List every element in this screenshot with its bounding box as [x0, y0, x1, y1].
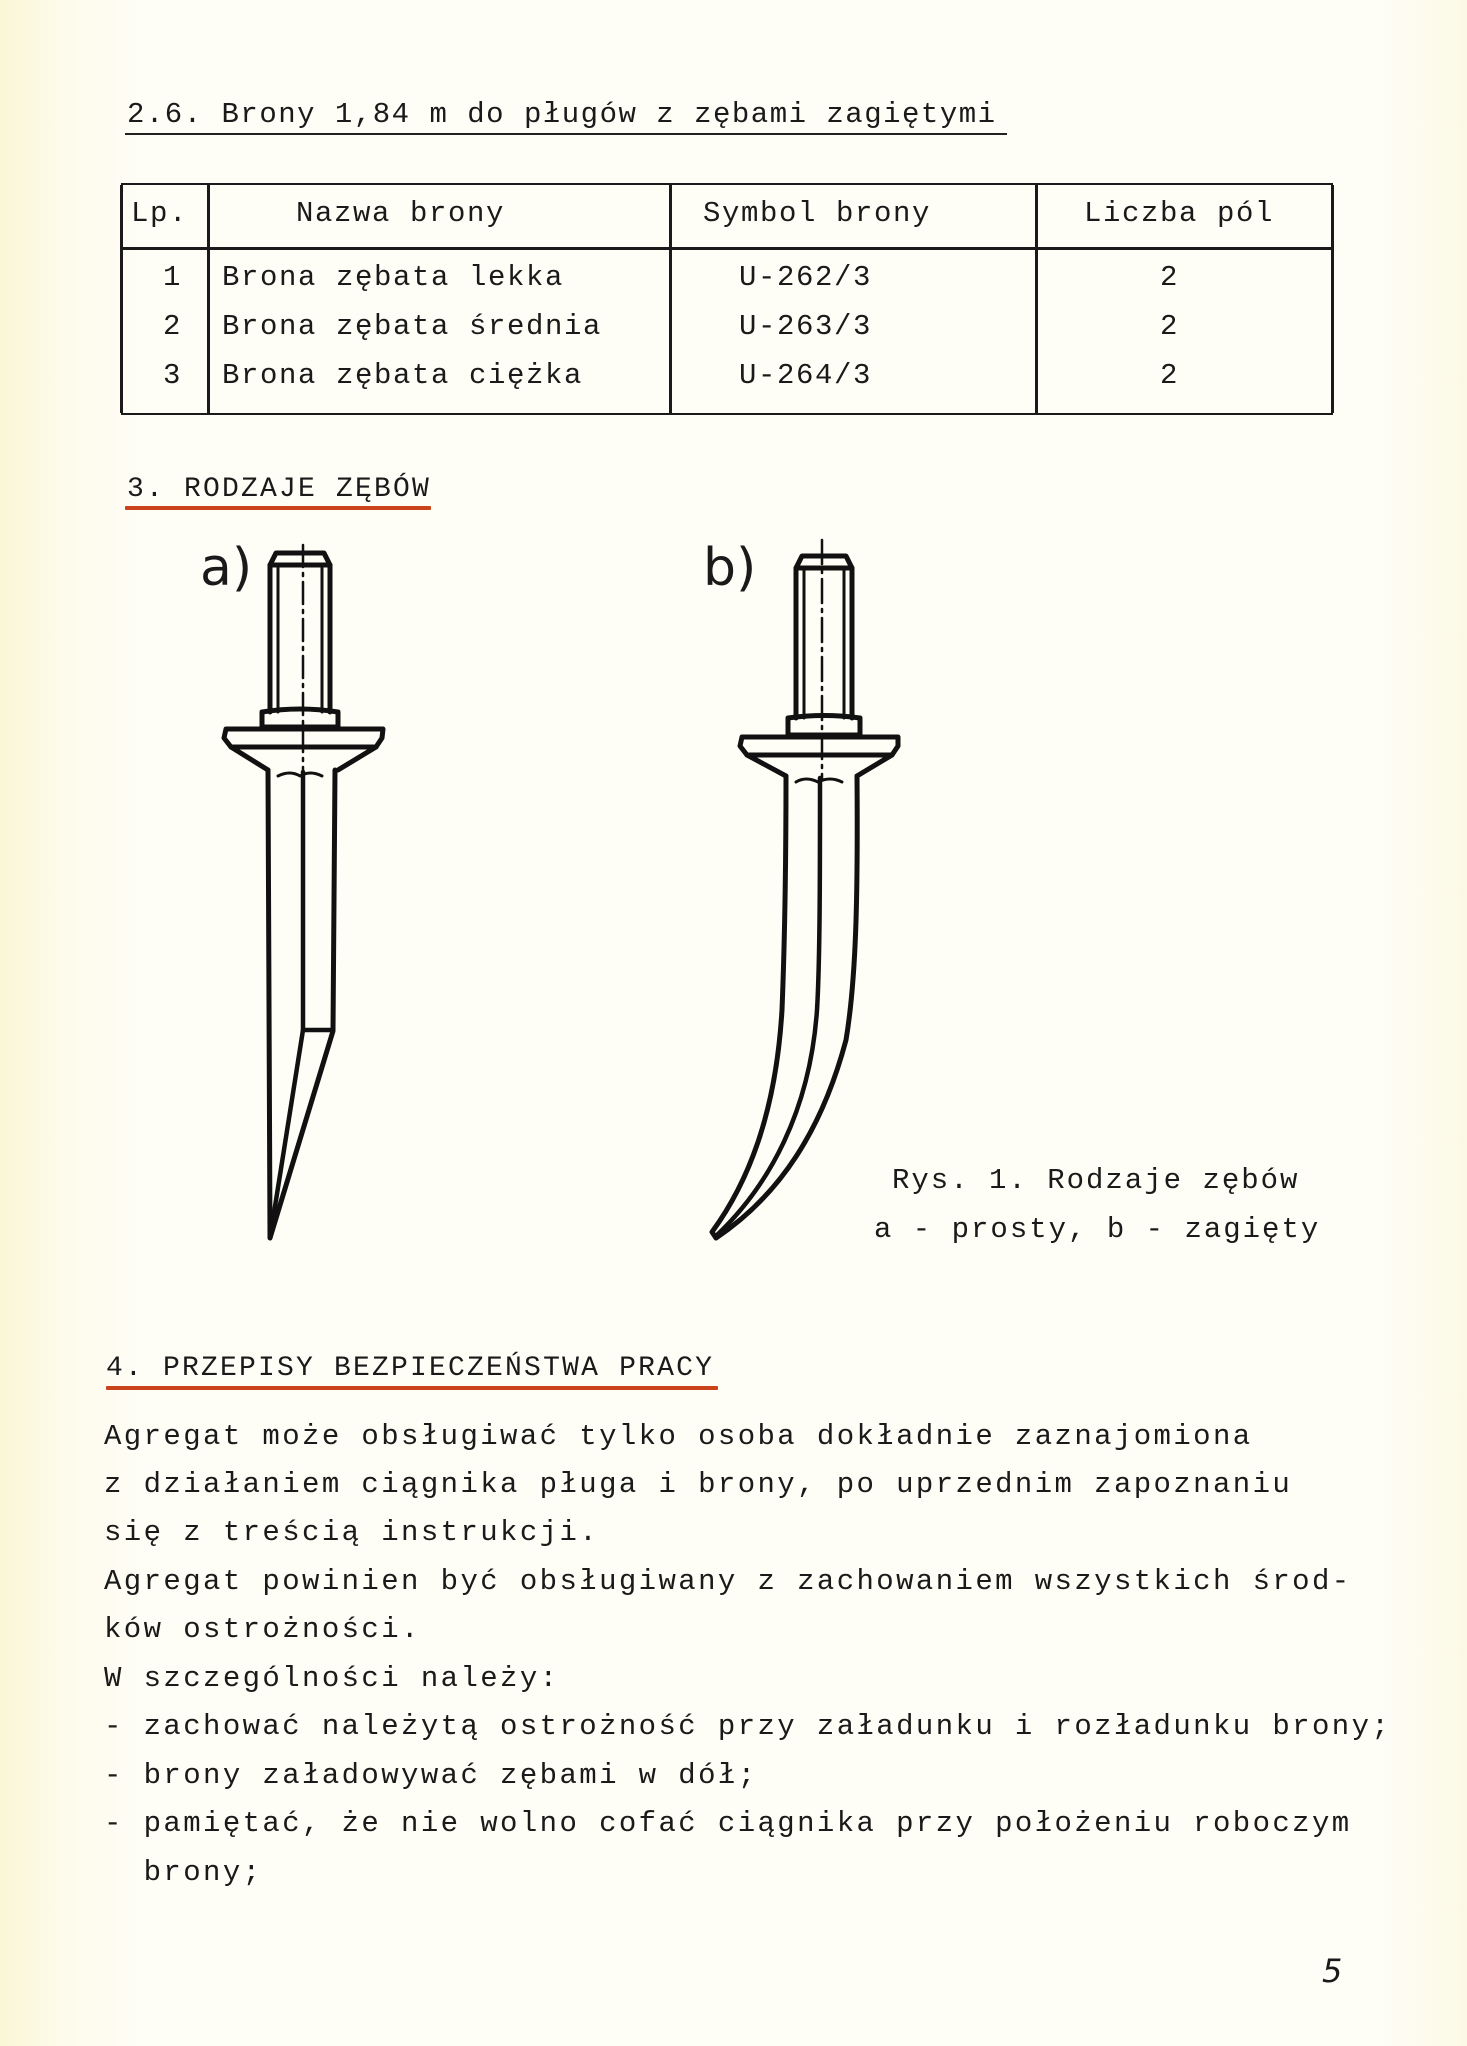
table-header-lp: Lp.: [131, 197, 189, 230]
table-cell-symbol: U-264/3: [739, 359, 873, 392]
safety-bullet-item-continuation: brony;: [104, 1856, 263, 1889]
safety-text-line: z działaniem ciągnika pługa i brony, po uprzednim zapoznaniu: [104, 1468, 1293, 1501]
safety-text-line: Agregat może obsługiwać tylko osoba dokładnie zaznajomiona: [104, 1420, 1253, 1453]
figure-label-a: a): [200, 538, 253, 598]
safety-text-line: ków ostrożności.: [104, 1613, 421, 1646]
table-cell-fields: 2: [1160, 310, 1180, 343]
table-header-name: Nazwa brony: [296, 197, 506, 230]
table-cell-lp: 2: [163, 310, 183, 343]
page-number: 5: [1322, 1952, 1343, 1990]
section-2-6-heading: 2.6. Brony 1,84 m do pługów z zębami zagiętymi: [127, 98, 997, 131]
safety-text-line: się z treścią instrukcji.: [104, 1516, 600, 1549]
table-cell-symbol: U-262/3: [739, 261, 873, 294]
table-cell-name: Brona zębata lekka: [222, 261, 565, 294]
safety-text-line: Agregat powinien być obsługiwany z zachowaniem wszystkich środ-: [104, 1565, 1352, 1598]
figure-caption-legend: a - prosty, b - zagięty: [874, 1213, 1321, 1246]
table-cell-symbol: U-263/3: [739, 310, 873, 343]
safety-bullet-item: - pamiętać, że nie wolno cofać ciągnika przy położeniu roboczym: [104, 1807, 1352, 1840]
table-cell-lp: 1: [163, 261, 183, 294]
table-cell-name: Brona zębata średnia: [222, 310, 603, 343]
table-header-fields: Liczba pól: [1084, 197, 1275, 230]
section-4-heading: 4. PRZEPISY BEZPIECZEŃSTWA PRACY: [106, 1353, 715, 1384]
table-cell-fields: 2: [1160, 359, 1180, 392]
table-cell-lp: 3: [163, 359, 183, 392]
table-cell-fields: 2: [1160, 261, 1180, 294]
figure-label-b: b): [703, 538, 757, 598]
section-3-heading: 3. RODZAJE ZĘBÓW: [127, 474, 432, 505]
table-cell-name: Brona zębata ciężka: [222, 359, 584, 392]
table-header-symbol: Symbol brony: [703, 197, 932, 230]
safety-text-line: W szczególności należy:: [104, 1662, 560, 1695]
curved-tine-drawing: [712, 556, 898, 1238]
safety-bullet-item: - brony załadowywać zębami w dół;: [104, 1759, 758, 1792]
safety-bullet-item: - zachować należytą ostrożność przy załadunku i rozładunku brony;: [104, 1710, 1392, 1743]
section-4-underline: [106, 1386, 718, 1390]
figure-caption-title: Rys. 1. Rodzaje zębów: [892, 1164, 1300, 1197]
